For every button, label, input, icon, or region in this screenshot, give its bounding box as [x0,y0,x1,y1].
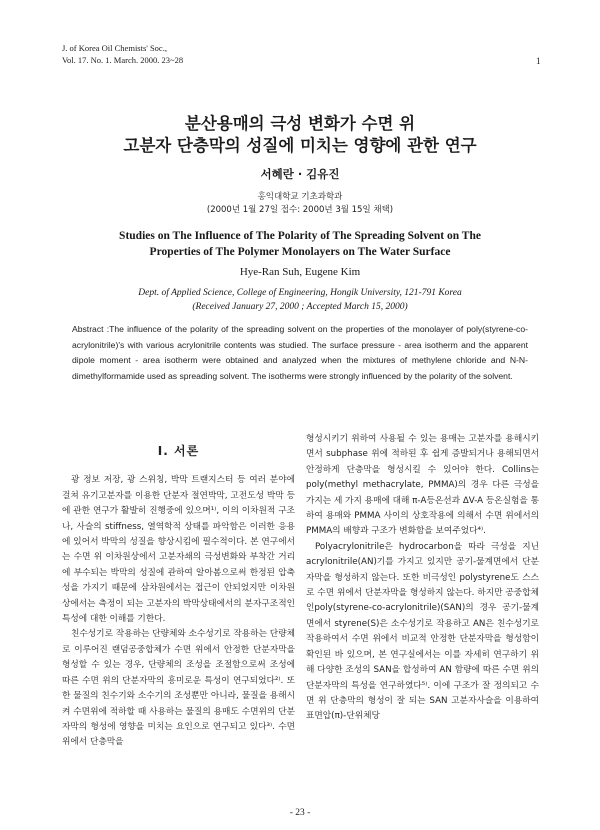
right-column [306,432,539,725]
body-paragraph: 광 정보 저장, 광 스위칭, 박막 트랜지스터 등 여러 분야에 걸쳐 유기고분자를 이용한 단분자 절연박막, 고전도성 박막 등에 관한 연구가 활발히 진행중에 있으며¹⁾, 이의 이차원적 구조나, 사슬의 stiffness, 열역학적 상태를 파악함은 이러한 응용에 있어서 박막의 성질을 향상시킴에 필수적이다. 본 연구에서는 수면 위 이차원상에서 고분자쇄의 극성변화와 부착간 거리에 부수되는 박막의 성질에 관하여 알아봄으로써 한정된 압축성을 가지기 때문에 삼차원에서는 접근이 안되었지만 이차원상에서는 측정이 되는 고분자의 박막상태에서의 분자구조적인 특성에 대한 이해를 기한다. [62,475,295,625]
english-affiliation-name: Dept. of Applied Science, College of Engineering, Hongik University, 121-791 Korea [138,288,462,298]
body-paragraph: 친수성기로 작용하는 단량체와 소수성기로 작용하는 단량체로 이루어진 랜덤공중합체가 수면 위에서 안정한 단분자막을 형성할 수 있는 경우, 단량체의 조성을 조절함으로써 조성에 따른 수면 위의 단분자막의 흥미로운 특성이 연구되었다²⁾. 또한 물질의 친수기와 소수기의 조성뿐만 아니라, 물질을 용해시켜 수면위에 적하할 때 사용하는 물질의 용매도 수면위의 단분자막의 형성에 영향을 미치는 요인으로 연구되고 있다³⁾. 수면 위에서 단층막을 [62,629,295,748]
abstract: Abstract :The influence of the polarity of the spreading solvent on the properties of the monolayer of poly(styrene-co-acrylonitrile)'s with various acrylonitrile contents was studied. The surface pressure - area isotherm and the apparent dipole moment - area isotherm were obtained and analyzed when the mixtures of methylene chloride and N-N-dimethylformamide used as spreading solvent. The isotherms were strongly influenced by the polarity of the solvent. [72,324,528,381]
english-received-date: (Received January 27, 2000 ; Accepted March 15, 2000) [192,302,408,312]
english-affiliation [0,286,600,314]
korean-affiliation [0,191,600,217]
english-title [0,229,600,260]
korean-title-line: 분산용매의 극성 변화가 수면 위 [184,114,416,133]
english-title-line: Studies on The Influence of The Polarity of The Spreading Solvent on The [119,230,481,242]
body-paragraph: 형성시키기 위하여 사용될 수 있는 용매는 고분자를 용해시키면서 subphase 위에 적하된 후 쉽게 증발되거나 용해되면서 안정하게 단층막을 형성시킬 수 있어야 한다. Collins는 poly(methyl methacrylate, PMMA)의 경우 다른 극성을 가지는 세 가지 용매에 대해 π-A등온선과 ΔV-A 등온실험을 통하여 용매와 PMMA 사이의 상호작용에 의해서 수면 위에서의 PMMA의 배향과 구조가 변화함을 보여주었다⁴⁾. [306,434,539,537]
english-title-line: Properties of The Polymer Monolayers on The Water Surface [149,245,451,258]
korean-title [0,113,600,157]
page-footer-number: - 23 - [289,808,311,818]
korean-authors: 서혜란 · 김유진 [260,167,340,181]
page-number: 1 [536,56,541,66]
section-heading: I. 서론 [157,444,200,458]
journal-citation [62,42,183,66]
body-paragraph: Polyacrylonitrile은 hydrocarbon을 따라 극성을 지닌 acrylonitrile(AN)기를 가지고 있지만 공기-물계면에서 단분자막을 형성하지 않는다. 또한 비극성인 polystyrene도 스스로 수면 위에서 단분자막을 형성하지 않는다. 하지만 공중합체인poly(styrene-co-acrylonitrile)(SAN)의 경우 공기-물계면에서 styrene(S)은 소수성기로 작용하고 AN은 친수성기로 작용하여서 수면 위에서 비교적 안정한 단분자막을 형성함이 확인된 바 있으며, 본 연구실에서는 이를 자세히 연구하기 위해 다양한 조성의 SAN을 합성하여 AN 함량에 따른 수면 위의 단분자막의 특성을 연구하였다⁵⁾. 이에 구조가 잘 정의되고 수면 위 단층막의 형성이 잘 되는 SAN 고분자사슬을 이용하여 표면압(π)-단위체당 [306,541,539,722]
korean-affiliation-name: 홍익대학교 기초과학과 [257,192,343,202]
journal-volume: Vol. 17. No. 1. March. 2000. 23~28 [62,55,184,65]
journal-name: J. of Korea Oil Chemists' Soc., [62,43,167,53]
left-column [62,432,295,751]
english-authors: Hye-Ran Suh, Eugene Kim [239,266,361,278]
korean-title-line: 고분자 단층막의 성질에 미치는 영향에 관한 연구 [123,136,477,155]
korean-received-date: (2000년 1월 27일 접수: 2000년 3월 15일 채택) [206,205,394,215]
